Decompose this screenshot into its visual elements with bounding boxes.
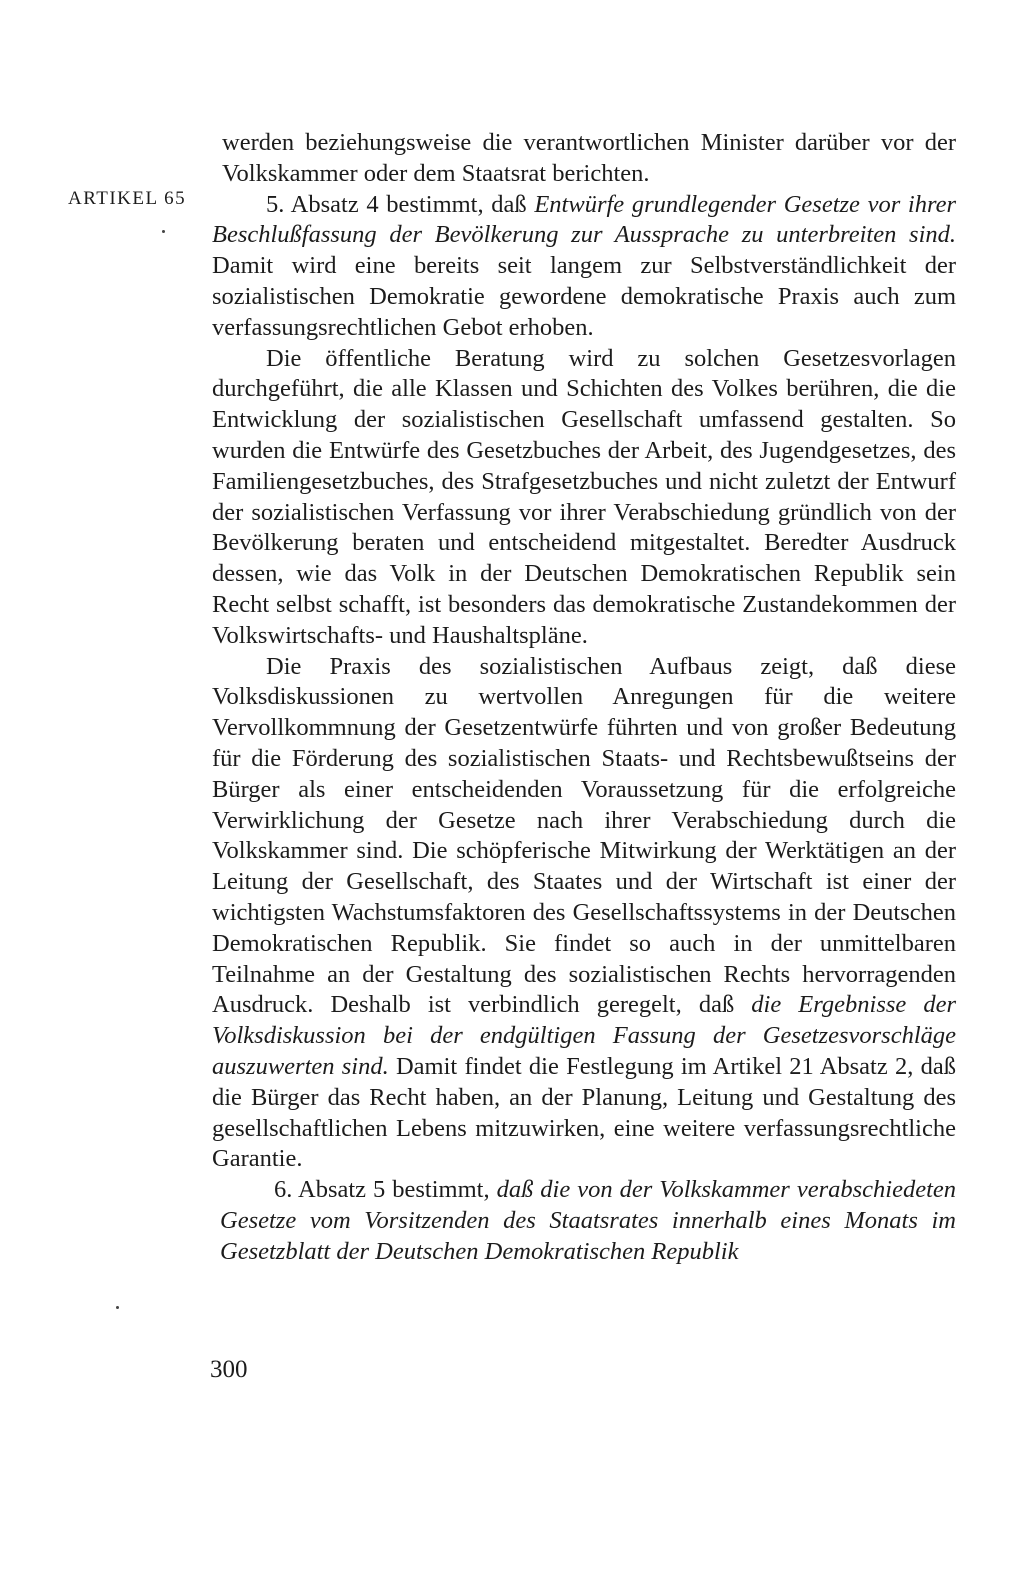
paragraph-lead: 5. Absatz 4 bestimmt, daß <box>266 190 535 218</box>
paragraph-emphasis: Entwürfe grundlegender Gesetze vor ihrer Beschlußfassung der Bevölkerung zur Aussprache zu unterbreiten sind. <box>212 190 956 249</box>
paragraph-tail: Damit findet die Festlegung im Artikel 21 Absatz 2, daß die Bürger das Recht haben, an der Planung, Leitung und Gestaltung des gesellschaftlichen Lebens mitzuwirken, eine weitere verfassungsrechtliche Garantie. <box>212 1052 956 1173</box>
paragraph-lead: 6. Absatz 5 bestimmt, <box>274 1176 497 1204</box>
paragraph-emphasis: daß die von der Volkskammer verabschiedeten Gesetze vom Vorsitzenden des Staatsrates innerhalb eines Monats im Gesetzblatt der Deutschen Demokratischen Republik <box>220 1176 957 1265</box>
paragraph-absatz-5 <box>212 1175 956 1267</box>
print-speck <box>116 1306 119 1309</box>
paragraph-public-consultation: Die öffentliche Beratung wird zu solchen Gesetzesvorlagen durchgeführt, die alle Klassen und Schichten des Volkes berühren, die die Entwicklung der sozialistischen Gesellschaft umfassend gestalten. So wurden die Entwürfe des Gesetzbuches der Arbeit, des Jugendgesetzes, des Familiengesetzbuches, des Strafgesetzbuches und nicht zuletzt der Entwurf der sozialistischen Verfassung vor ihrer Verabschiedung gründlich von der Bevölkerung beraten und entscheidend mitgestaltet. Beredter Ausdruck dessen, wie das Volk in der Deutschen Demokratischen Republik sein Recht selbst schafft, ist besonders das demokratische Zustandekommen der Volkswirtschafts- und Haushaltspläne. <box>212 344 956 649</box>
margin-article-label: ARTIKEL 65 <box>68 188 187 209</box>
paragraph-socialist-practice <box>212 652 956 1176</box>
body-text-column <box>212 128 956 1267</box>
paragraph-tail: Damit wird eine bereits seit langem zur Selbstverständlichkeit der sozialistischen Demokratie gewordene demokratische Praxis auch zum verfassungsrechtlichen Gebot erhoben. <box>212 252 956 341</box>
paragraph-continuation: werden beziehungsweise die verantwortlichen Minister darüber vor der Volkskammer oder dem Staatsrat berichten. <box>222 129 956 187</box>
paragraph-emphasis: die Ergebnisse der Volksdiskussion bei der endgültigen Fassung der Gesetzesvorschläge auszuwerten sind. <box>212 991 956 1080</box>
paragraph-absatz-4 <box>212 190 956 344</box>
paragraph-lead: Die Praxis des sozialistischen Aufbaus zeigt, daß diese Volksdiskussionen zu wertvollen Anregungen für die weitere Vervollkommnung der Gesetzentwürfe führten und von großer Bedeutung für die Förderung des sozialistischen Staats- und Rechtsbewußtseins der Bürger als einer entscheidenden Voraussetzung für die erfolgreiche Verwirklichung der Gesetze nach ihrer Verabschiedung durch die Volkskammer sind. Die schöpferische Mitwirkung der Werktätigen an der Leitung der Gesellschaft, des Staates und der Wirtschaft ist einer der wichtigsten Wachstumsfaktoren des Gesellschaftssystems in der Deutschen Demokratischen Republik. Sie findet so auch in der unmittelbaren Teilnahme an der Gestaltung des sozialistischen Rechts hervorragenden Ausdruck. Deshalb ist verbindlich geregelt, daß <box>212 652 956 1019</box>
page-number: 300 <box>210 1356 248 1383</box>
print-speck <box>162 230 165 233</box>
